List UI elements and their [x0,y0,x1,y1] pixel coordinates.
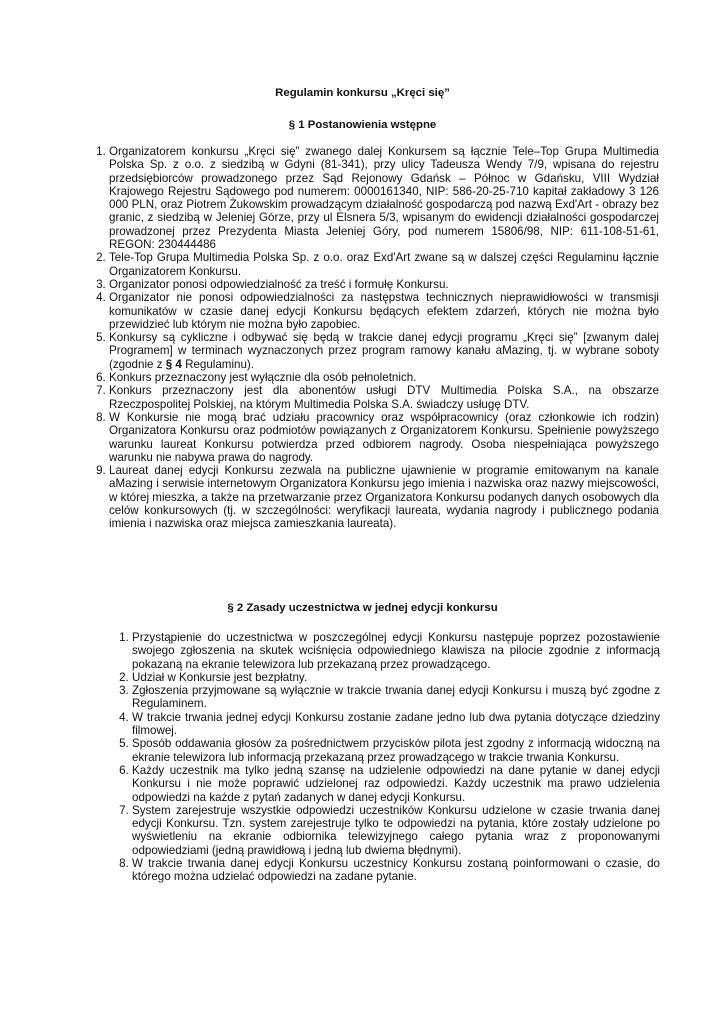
section-2-item: 3. Zgłoszenia przyjmowane są wyłącznie w trakcie trwania danej edycji Konkursu i muszą być zgodne z Regulaminem. [132,684,660,711]
section-1-list [86,145,659,531]
section-1-heading: § 1 Postanowienia wstępne [288,119,437,131]
section-2-list [111,631,660,884]
section-1-item: 8. W Konkursie nie mogą brać udziału pracownicy oraz współpracownicy (oraz członkowie ich rodzin) Organizatora Konkursu oraz podmiotów powiązanych z Organizatorem Konkursu. Spełnienie powyższego warunku laureat Konkursu potwierdza przed odbiorem nagrody. Osoba niespełniająca powyższego warunku nie nabywa prawa do nagrody. [109,411,659,464]
section-1-item-5-text: Konkursy są cykliczne i odbywać się będą w trakcie danej edycji programu „Kręci się” [zwanym dalej Programem] w terminach wyznaczonych przez program ramowy kanału aMazing, tj. w wybrane soboty (zgodnie z [109,331,659,371]
section-2-heading: § 2 Zasady uczestnictwa w jednej edycji konkursu [227,602,498,614]
section-1-item: 6. Konkurs przeznaczony jest wyłącznie dla osób pełnoletnich. [109,371,659,384]
section-1-item [109,331,659,371]
section-1-item-5-bold-ref: § 4 [165,357,182,371]
section-2-item: 1. Przystąpienie do uczestnictwa w poszczególnej edycji Konkursu następuje poprzez pozostawienie swojego zgłoszenia na skutek wciśnięcia odpowiedniego klawisza na pilocie zgodnie z informacją pokazaną na ekranie telewizora lub przekazaną przez prowadzącego. [132,631,660,671]
section-1-item-5-text-end: Regulaminu). [181,357,255,371]
section-1-item: 2. Tele-Top Grupa Multimedia Polska Sp. z o.o. oraz Exd'Art zwane są w dalszej części Regulaminu łącznie Organizatorem Konkursu. [109,251,659,278]
section-2-item: 5. Sposób oddawania głosów za pośrednictwem przycisków pilota jest zgodny z informacją widoczną na ekranie telewizora lub informacją przekazaną przez prowadzącego w trakcie trwania Konkursu. [132,737,660,764]
section-2-item: 4. W trakcie trwania jednej edycji Konkursu zostanie zadane jedno lub dwa pytania dotyczące dziedziny filmowej. [132,711,660,738]
section-1-item: 4. Organizator nie ponosi odpowiedzialności za następstwa technicznych nieprawidłowości w transmisji komunikatów w czasie danej edycji Konkursu będących efektem zdarzeń, których nie można było przewidzieć lub którym nie można było zapobiec. [109,291,659,331]
section-1-item: 3. Organizator ponosi odpowiedzialność za treść i formułę Konkursu. [109,278,659,291]
section-2-item: 6. Każdy uczestnik ma tylko jedną szansę na udzielenie odpowiedzi na dane pytanie w danej edycji Konkursu i nie może poprawić udzielonej raz odpowiedzi. Każdy uczestnik ma prawo udzielenia odpowiedzi na każde z pytań zadanych w danej edycji Konkursu. [132,764,660,804]
section-1-item: 1. Organizatorem konkursu „Kręci się” zwanego dalej Konkursem są łącznie Tele–Top Grupa Multimedia Polska Sp. z o.o. z siedzibą w Gdyni (81-341), przy ulicy Tadeusza Wendy 7/9, wpisana do rejestru przedsiębiorców prowadzonego przez Sąd Rejonowy Gdańsk – Północ w Gdańsku, VIII Wydział Krajowego Rejestru Sądowego pod numerem: 0000161340, NIP: 586-20-25-710 kapitał zakładowy 3 126 000 PLN, oraz Piotrem Żukowskim prowadzącym działalność gospodarczą pod nazwą Exd'Art - obrazy bez granic, z siedzibą w Jeleniej Górze, przy ul Elsnera 5/3, wpisanym do ewidencji działalności gospodarczej prowadzonej przez Prezydenta Miasta Jeleniej Góry, pod numerem 15806/98, NIP: 611-108-51-61, REGON: 230444486 [109,145,659,251]
section-1-item: 7. Konkurs przeznaczony jest dla abonentów usługi DTV Multimedia Polska S.A., na obszarze Rzeczpospolitej Polskiej, na którym Multimedia Polska S.A. świadczy usługę DTV. [109,384,659,411]
document-title: Regulamin konkursu „Kręci się” [275,87,450,99]
section-2-item: 7. System zarejestruje wszystkie odpowiedzi uczestników Konkursu udzielone w czasie trwania danej edycji Konkursu. Tzn. system zarejestruje tylko te odpowiedzi na pytania, które zostały udzielone po wyświetleniu na ekranie odbiornika telewizyjnego całego pytania wraz z proponowanymi odpowiedziami (jedną prawidłową i jedną lub dwiema błędnymi). [132,804,660,857]
section-2-item: 8. W trakcie trwania danej edycji Konkursu uczestnicy Konkursu zostaną poinformowani o czasie, do którego można udzielać odpowiedzi na zadane pytanie. [132,857,660,884]
section-2-item: 2. Udział w Konkursie jest bezpłatny. [132,671,660,684]
section-1-item: 9. Laureat danej edycji Konkursu zezwala na publiczne ujawnienie w programie emitowanym na kanale aMazing i serwisie internetowym Organizatora Konkursu jego imienia i nazwiska oraz nazwy miejscowości, w której mieszka, a także na przetwarzanie przez Organizatora Konkursu podanych danych osobowych dla celów konkursowych (tj. w szczególności: weryfikacji laureata, wydania nagrody i publicznego podania imienia i nazwiska oraz miejsca zamieszkania laureata). [109,464,659,530]
